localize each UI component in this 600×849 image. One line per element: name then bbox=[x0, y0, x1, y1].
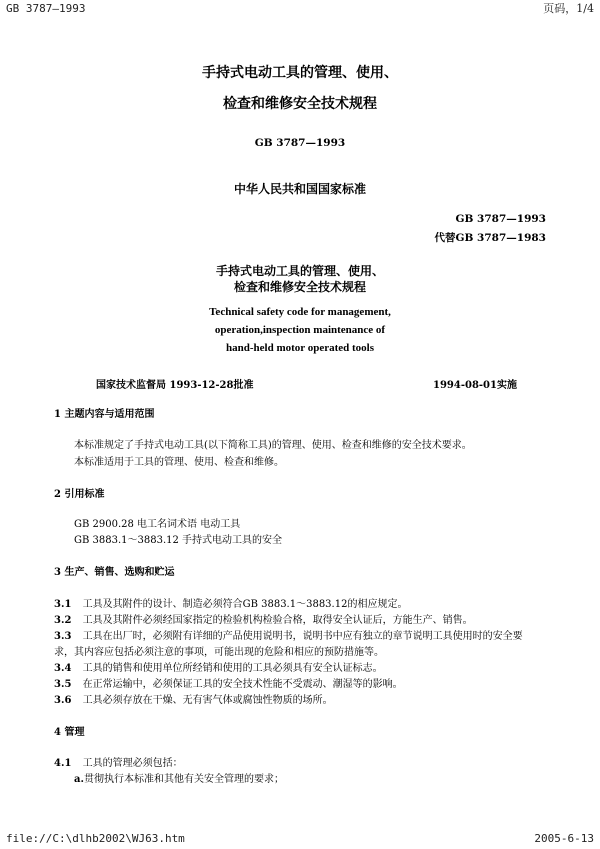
clause-number: 3.3 bbox=[54, 631, 72, 642]
clause-number: 4.1 bbox=[54, 758, 72, 769]
clause-text: 在正常运输中，必须保证工具的安全技术性能不受震动、潮湿等的影响。 bbox=[82, 679, 403, 690]
doc-title-line2: 检查和维修安全技术规程 bbox=[223, 96, 377, 112]
reference-1: GB 2900.28 电工名词术语 电动工具 bbox=[74, 519, 241, 530]
section-1-para-1: 本标准规定了手持式电动工具(以下简称工具)的管理、使用、检查和维修的安全技术要求。 bbox=[74, 440, 472, 451]
clause-3-4 bbox=[54, 659, 383, 674]
section-1-heading: 1 主题内容与适用范围 bbox=[54, 409, 155, 420]
clause-number: 3.4 bbox=[54, 663, 72, 674]
clause-3-3 bbox=[54, 627, 523, 642]
clause-3-1 bbox=[54, 595, 407, 610]
replaces-standard: 代替GB 3787—1983 bbox=[434, 232, 546, 244]
standard-number: GB 3787—1993 bbox=[455, 213, 546, 225]
clause-text: 工具及其附件的设计、制造必须符合GB 3883.1～3883.12的相应规定。 bbox=[82, 599, 408, 610]
clause-3-6 bbox=[54, 691, 333, 706]
clause-3-5 bbox=[54, 675, 403, 690]
page-footer-date: 2005-6-13 bbox=[534, 832, 594, 845]
clause-number: 3.1 bbox=[54, 599, 72, 610]
clause-4-1-a bbox=[74, 770, 284, 785]
clause-text: 工具及其附件必须经国家指定的检验机构检验合格，取得安全认证后，方能生产、销售。 bbox=[82, 615, 473, 626]
approval-line: 国家技术监督局 1993-12-28批准 bbox=[96, 380, 254, 391]
clause-text: 工具的管理必须包括： bbox=[82, 758, 183, 769]
page-header-left: GB 3787—1993 bbox=[6, 2, 86, 15]
section-4-heading: 4 管理 bbox=[54, 727, 85, 738]
doc-code: GB 3787—1993 bbox=[254, 137, 346, 149]
national-standard: 中华人民共和国国家标准 bbox=[233, 182, 366, 196]
implementation-date: 1994-08-01实施 bbox=[433, 380, 517, 391]
page-header-right: 页码，1/4 bbox=[543, 2, 594, 15]
en-title-line1: Technical safety code for management, bbox=[209, 306, 391, 318]
reference-2: GB 3883.1～3883.12 手持式电动工具的安全 bbox=[74, 535, 283, 546]
cn-title-line2: 检查和维修安全技术规程 bbox=[233, 280, 366, 294]
section-3-heading: 3 生产、销售、选购和贮运 bbox=[54, 567, 175, 578]
clause-number: 3.2 bbox=[54, 615, 72, 626]
clause-text: 工具的销售和使用单位所经销和使用的工具必须具有安全认证标志。 bbox=[82, 663, 383, 674]
section-1-para-2: 本标准适用于工具的管理、使用、检查和维修。 bbox=[74, 457, 284, 468]
clause-3-2 bbox=[54, 611, 473, 626]
clause-text: 工具在出厂时，必须附有详细的产品使用说明书，说明书中应有独立的章节说明工具使用时的安全要 bbox=[82, 631, 523, 642]
clause-text: 工具必须存放在干燥、无有害气体或腐蚀性物质的场所。 bbox=[82, 695, 333, 706]
cn-title-line1: 手持式电动工具的管理、使用、 bbox=[215, 264, 384, 278]
item-letter: a. bbox=[74, 774, 84, 785]
clause-4-1 bbox=[54, 754, 183, 769]
item-text: 贯彻执行本标准和其他有关安全管理的要求； bbox=[83, 774, 284, 785]
clause-number: 3.6 bbox=[54, 695, 72, 706]
doc-title-line1: 手持式电动工具的管理、使用、 bbox=[202, 65, 398, 81]
page-footer-path: file://C:\dlhb2002\WJ63.htm bbox=[6, 832, 185, 845]
clause-number: 3.5 bbox=[54, 679, 72, 690]
en-title-line2: operation,inspection maintenance of bbox=[214, 324, 386, 336]
en-title-line3: hand-held motor operated tools bbox=[226, 342, 374, 354]
clause-3-3-continued: 求，其内容应包括必须注意的事项，可能出现的危险和相应的预防措施等。 bbox=[54, 647, 384, 658]
section-2-heading: 2 引用标准 bbox=[54, 489, 105, 500]
